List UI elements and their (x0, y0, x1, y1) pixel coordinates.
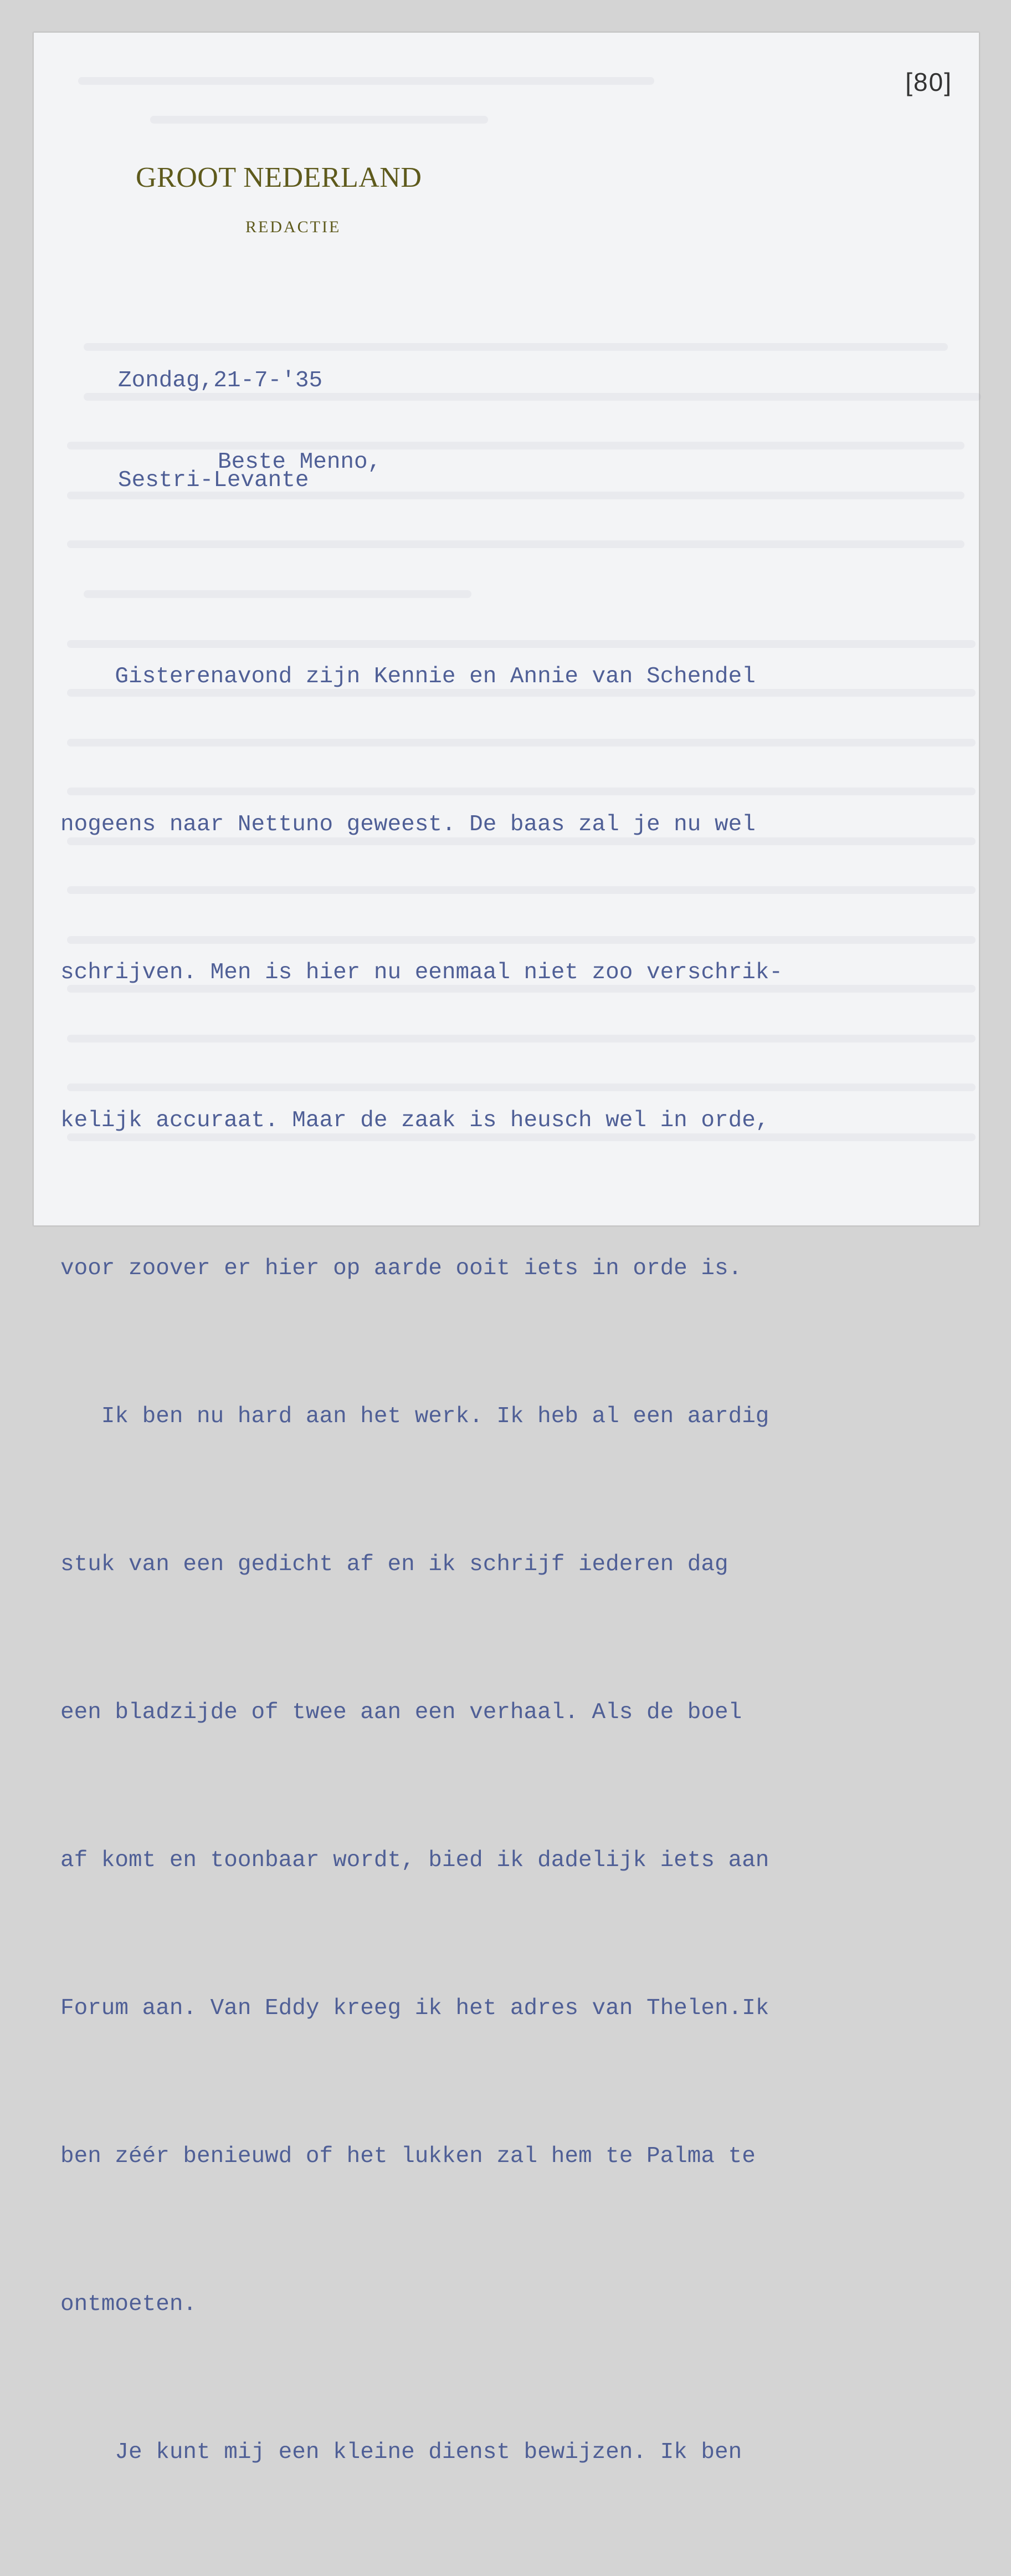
letter-page (33, 32, 979, 2465)
body-line: stuk van een gedicht af en ik schrijf iederen dag (60, 1552, 728, 1577)
body-line: Forum aan. Van Eddy kreeg ik het adres van Thelen.Ik (60, 1996, 769, 2021)
salutation: Beste Menno, (218, 449, 382, 475)
letterhead-title: GROOT NEDERLAND (136, 162, 422, 193)
body-line: Je kunt mij een kleine dienst bewijzen. Ik ben (60, 2440, 742, 2465)
date-block (118, 298, 322, 564)
body-line: een bladzijde of twee aan een verhaal. Als de boel (60, 1700, 742, 1725)
page-number: [80] (905, 68, 952, 96)
body-line: af komt en toonbaar wordt, bied ik dadelijk iets aan (60, 1848, 769, 1873)
body-line: schrijven. Men is hier nu eenmaal niet zoo verschrik- (60, 960, 783, 985)
body-line: Ik ben nu hard aan het werk. Ik heb al een aardig (60, 1404, 769, 1429)
body-line: voor zoover er hier op aarde ooit iets in orde is. (60, 1256, 742, 1281)
place-line: Sestri-Levante (118, 468, 309, 493)
body-line: Gisterenavond zijn Kennie en Annie van Schendel (60, 664, 756, 689)
body-line: nogeens naar Nettuno geweest. De baas zal je nu wel (60, 812, 756, 837)
body-line: ontmoeten. (60, 2292, 197, 2317)
body-line: ben zéér benieuwd of het lukken zal hem te Palma te (60, 2144, 756, 2169)
body-line: kelijk accuraat. Maar de zaak is heusch wel in orde, (60, 1108, 769, 1133)
date-line: Zondag,21-7-'35 (118, 368, 323, 393)
letter-body (60, 554, 783, 2576)
letterhead-subtitle: REDACTIE (245, 218, 341, 236)
